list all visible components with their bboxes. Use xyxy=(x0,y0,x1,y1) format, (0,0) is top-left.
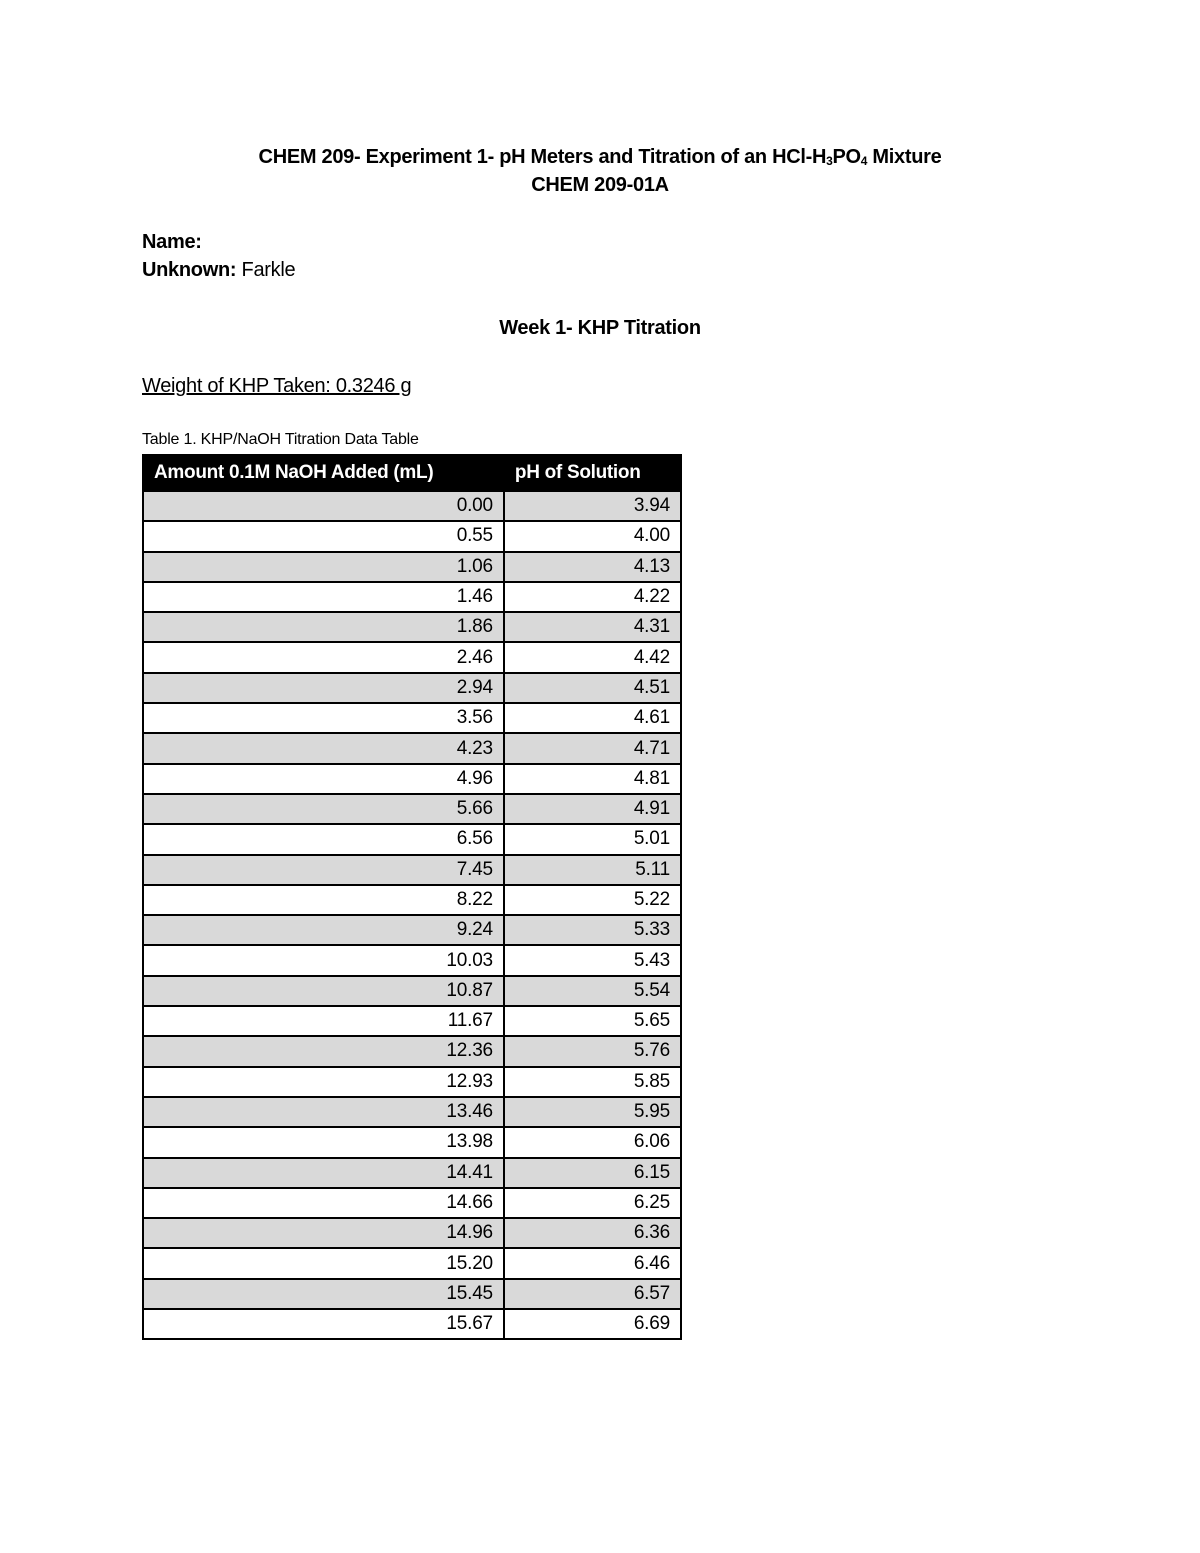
ph-value-cell: 3.94 xyxy=(504,491,681,521)
ph-value-cell: 5.54 xyxy=(504,976,681,1006)
table-row xyxy=(143,1097,681,1127)
title-text-suffix: Mixture xyxy=(867,146,942,168)
title-subscript-4: 4 xyxy=(860,154,868,168)
ph-value-cell: 6.15 xyxy=(504,1158,681,1188)
table-row xyxy=(143,945,681,975)
naoh-volume-cell: 12.93 xyxy=(143,1067,504,1097)
ph-value-cell: 5.22 xyxy=(504,885,681,915)
table-row xyxy=(143,1127,681,1157)
ph-value-cell: 5.11 xyxy=(504,855,681,885)
naoh-volume-cell: 10.87 xyxy=(143,976,504,1006)
title-text: CHEM 209- Experiment 1- pH Meters and Titration of an HCl-H xyxy=(258,146,827,168)
course-code: CHEM 209-01A xyxy=(531,174,669,196)
table-row xyxy=(143,582,681,612)
naoh-volume-cell: 14.96 xyxy=(143,1218,504,1248)
ph-value-cell: 5.76 xyxy=(504,1036,681,1066)
table-row xyxy=(143,1279,681,1309)
naoh-volume-cell: 15.45 xyxy=(143,1279,504,1309)
section-heading: Week 1- KHP Titration xyxy=(499,317,701,339)
table-row xyxy=(143,491,681,521)
table-row xyxy=(143,1036,681,1066)
ph-value-cell: 4.22 xyxy=(504,582,681,612)
column-header-ph: pH of Solution xyxy=(504,455,681,491)
column-header-naoh-added: Amount 0.1M NaOH Added (mL) xyxy=(143,455,504,491)
unknown-value: Farkle xyxy=(241,259,296,281)
table-row xyxy=(143,1218,681,1248)
ph-value-cell: 4.81 xyxy=(504,764,681,794)
ph-value-cell: 4.42 xyxy=(504,642,681,672)
ph-value-cell: 5.95 xyxy=(504,1097,681,1127)
ph-value-cell: 4.71 xyxy=(504,733,681,763)
ph-value-cell: 5.43 xyxy=(504,945,681,975)
naoh-volume-cell: 14.66 xyxy=(143,1188,504,1218)
ph-value-cell: 5.01 xyxy=(504,824,681,854)
naoh-volume-cell: 1.46 xyxy=(143,582,504,612)
naoh-volume-cell: 13.46 xyxy=(143,1097,504,1127)
naoh-volume-cell: 0.55 xyxy=(143,521,504,551)
naoh-volume-cell: 7.45 xyxy=(143,855,504,885)
table-caption: Table 1. KHP/NaOH Titration Data Table xyxy=(142,431,419,448)
ph-value-cell: 4.51 xyxy=(504,673,681,703)
table-row xyxy=(143,976,681,1006)
naoh-volume-cell: 10.03 xyxy=(143,945,504,975)
naoh-volume-cell: 15.20 xyxy=(143,1248,504,1278)
naoh-volume-cell: 2.94 xyxy=(143,673,504,703)
ph-value-cell: 6.57 xyxy=(504,1279,681,1309)
ph-value-cell: 4.13 xyxy=(504,552,681,582)
table-header-row xyxy=(143,455,681,491)
table-row xyxy=(143,824,681,854)
naoh-volume-cell: 6.56 xyxy=(143,824,504,854)
naoh-volume-cell: 1.06 xyxy=(143,552,504,582)
naoh-volume-cell: 4.96 xyxy=(143,764,504,794)
ph-value-cell: 4.61 xyxy=(504,703,681,733)
naoh-volume-cell: 4.23 xyxy=(143,733,504,763)
table-row xyxy=(143,1067,681,1097)
ph-value-cell: 6.69 xyxy=(504,1309,681,1339)
table-row xyxy=(143,612,681,642)
table-row xyxy=(143,642,681,672)
naoh-volume-cell: 2.46 xyxy=(143,642,504,672)
ph-value-cell: 4.00 xyxy=(504,521,681,551)
ph-value-cell: 6.36 xyxy=(504,1218,681,1248)
ph-value-cell: 4.31 xyxy=(504,612,681,642)
naoh-volume-cell: 14.41 xyxy=(143,1158,504,1188)
ph-value-cell: 6.46 xyxy=(504,1248,681,1278)
naoh-volume-cell: 3.56 xyxy=(143,703,504,733)
name-row xyxy=(142,228,202,256)
ph-value-cell: 5.65 xyxy=(504,1006,681,1036)
table-row xyxy=(143,1248,681,1278)
naoh-volume-cell: 15.67 xyxy=(143,1309,504,1339)
naoh-volume-cell: 0.00 xyxy=(143,491,504,521)
titration-data-table xyxy=(142,454,682,1340)
table-row xyxy=(143,1158,681,1188)
ph-value-cell: 4.91 xyxy=(504,794,681,824)
naoh-volume-cell: 1.86 xyxy=(143,612,504,642)
table-row xyxy=(143,915,681,945)
table-row xyxy=(143,703,681,733)
table-row xyxy=(143,885,681,915)
table-row xyxy=(143,552,681,582)
table-row xyxy=(143,673,681,703)
naoh-volume-cell: 5.66 xyxy=(143,794,504,824)
table-row xyxy=(143,764,681,794)
ph-value-cell: 6.25 xyxy=(504,1188,681,1218)
ph-value-cell: 6.06 xyxy=(504,1127,681,1157)
title-text-po: PO xyxy=(832,146,861,168)
table-row xyxy=(143,855,681,885)
khp-weight: Weight of KHP Taken: 0.3246 g xyxy=(142,375,412,397)
table-row xyxy=(143,521,681,551)
naoh-volume-cell: 8.22 xyxy=(143,885,504,915)
ph-value-cell: 5.85 xyxy=(504,1067,681,1097)
naoh-volume-cell: 13.98 xyxy=(143,1127,504,1157)
table-row xyxy=(143,794,681,824)
naoh-volume-cell: 9.24 xyxy=(143,915,504,945)
table-row xyxy=(143,1309,681,1339)
table-row xyxy=(143,1006,681,1036)
name-label: Name: xyxy=(142,231,202,253)
table-row xyxy=(143,1188,681,1218)
unknown-label: Unknown: xyxy=(142,259,237,281)
ph-value-cell: 5.33 xyxy=(504,915,681,945)
naoh-volume-cell: 12.36 xyxy=(143,1036,504,1066)
title-subscript-3: 3 xyxy=(826,154,833,168)
naoh-volume-cell: 11.67 xyxy=(143,1006,504,1036)
unknown-row xyxy=(142,256,295,284)
table-row xyxy=(143,733,681,763)
